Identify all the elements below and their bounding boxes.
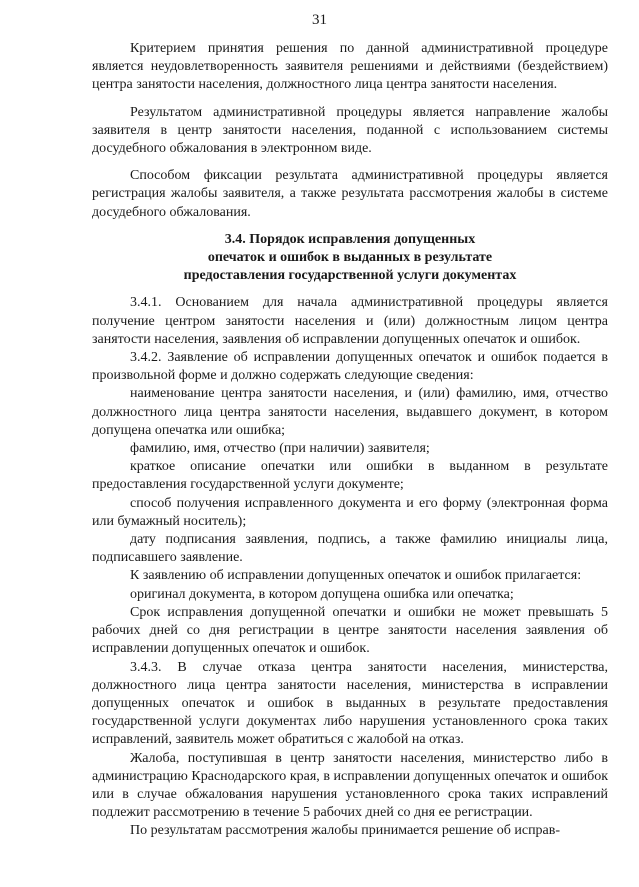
paragraph: Критерием принятия решения по данной административной процедуре является неудовлетворенность заявителя решениями и действиями (бездействием) центра занятости населения, должностного лица центра занятости населения. xyxy=(92,41,608,93)
paragraph: Срок исправления допущенной опечатки и ошибки не может превышать 5 рабочих дней со дня регистрации в центре занятости населения заявления об исправлении допущенных опечаток и ошибок. xyxy=(92,604,608,657)
list-item: оригинал документа, в котором допущена ошибка или опечатка; xyxy=(130,586,514,602)
section-heading-line: опечаток и ошибок в выданных в результате xyxy=(207,250,493,266)
list-item: фамилию, имя, отчество (при наличии) заявителя; xyxy=(130,441,430,457)
list-item: краткое описание опечатки или ошибки в выданном в результате предоставления государственной услуги документе; xyxy=(92,459,608,493)
paragraph: 3.4.3. В случае отказа центра занятости населения, министерства, должностного лица центра занятости населения, министерства в исправлении допущенных опечаток и ошибок в выданных в результате предоставления государственной услуги документах либо нарушения установленного срока таких исправлений, заявитель может обратиться с жалобой на отказ. xyxy=(92,659,608,748)
paragraph: К заявлению об исправлении допущенных опечаток и ошибок прилагается: xyxy=(130,568,582,584)
paragraph: 3.4.2. Заявление об исправлении допущенных опечаток и ошибок подается в произвольной форме и должно содержать следующие сведения: xyxy=(92,350,608,384)
paragraph: Результатом административной процедуры является направление жалобы заявителя в центр занятости населения, поданной с использованием системы досудебного обжалования в электронном виде. xyxy=(92,104,608,157)
paragraph: 3.4.1. Основанием для начала административной процедуры является получение центром занятости населения и (или) должностным лицом центра занятости населения, заявления об исправлении допущенных опечаток и ошибок. xyxy=(92,295,608,347)
document-body xyxy=(92,40,608,841)
paragraph: По результатам рассмотрения жалобы принимается решение об исправ- xyxy=(130,823,561,839)
list-item: наименование центра занятости населения, и (или) фамилию, имя, отчество должностного лица центра занятости населения, выдавшего документ, в котором допущена опечатка или ошибка; xyxy=(92,386,608,438)
paragraph: Способом фиксации результата административной процедуры является регистрация жалобы заявителя, а также результата рассмотрения жалобы в системе досудебного обжалования. xyxy=(92,168,608,220)
list-item: дату подписания заявления, подпись, а также фамилию инициалы лица, подписавшего заявление. xyxy=(92,532,608,566)
section-heading xyxy=(92,231,608,286)
paragraph: Жалоба, поступившая в центр занятости населения, министерство либо в администрацию Краснодарского края, в исправлении допущенных опечаток и ошибок или в случае обжалования нарушения установленного срока таких исправлений подлежит рассмотрению в течение 5 рабочих дней со дня ее регистрации. xyxy=(92,750,608,821)
section-heading-line: предоставления государственной услуги документах xyxy=(183,268,517,284)
section-heading-line: 3.4. Порядок исправления допущенных xyxy=(224,231,476,247)
page-number: 31 xyxy=(312,12,327,28)
list-item: способ получения исправленного документа и его форму (электронная форма или бумажный носитель); xyxy=(92,495,608,529)
